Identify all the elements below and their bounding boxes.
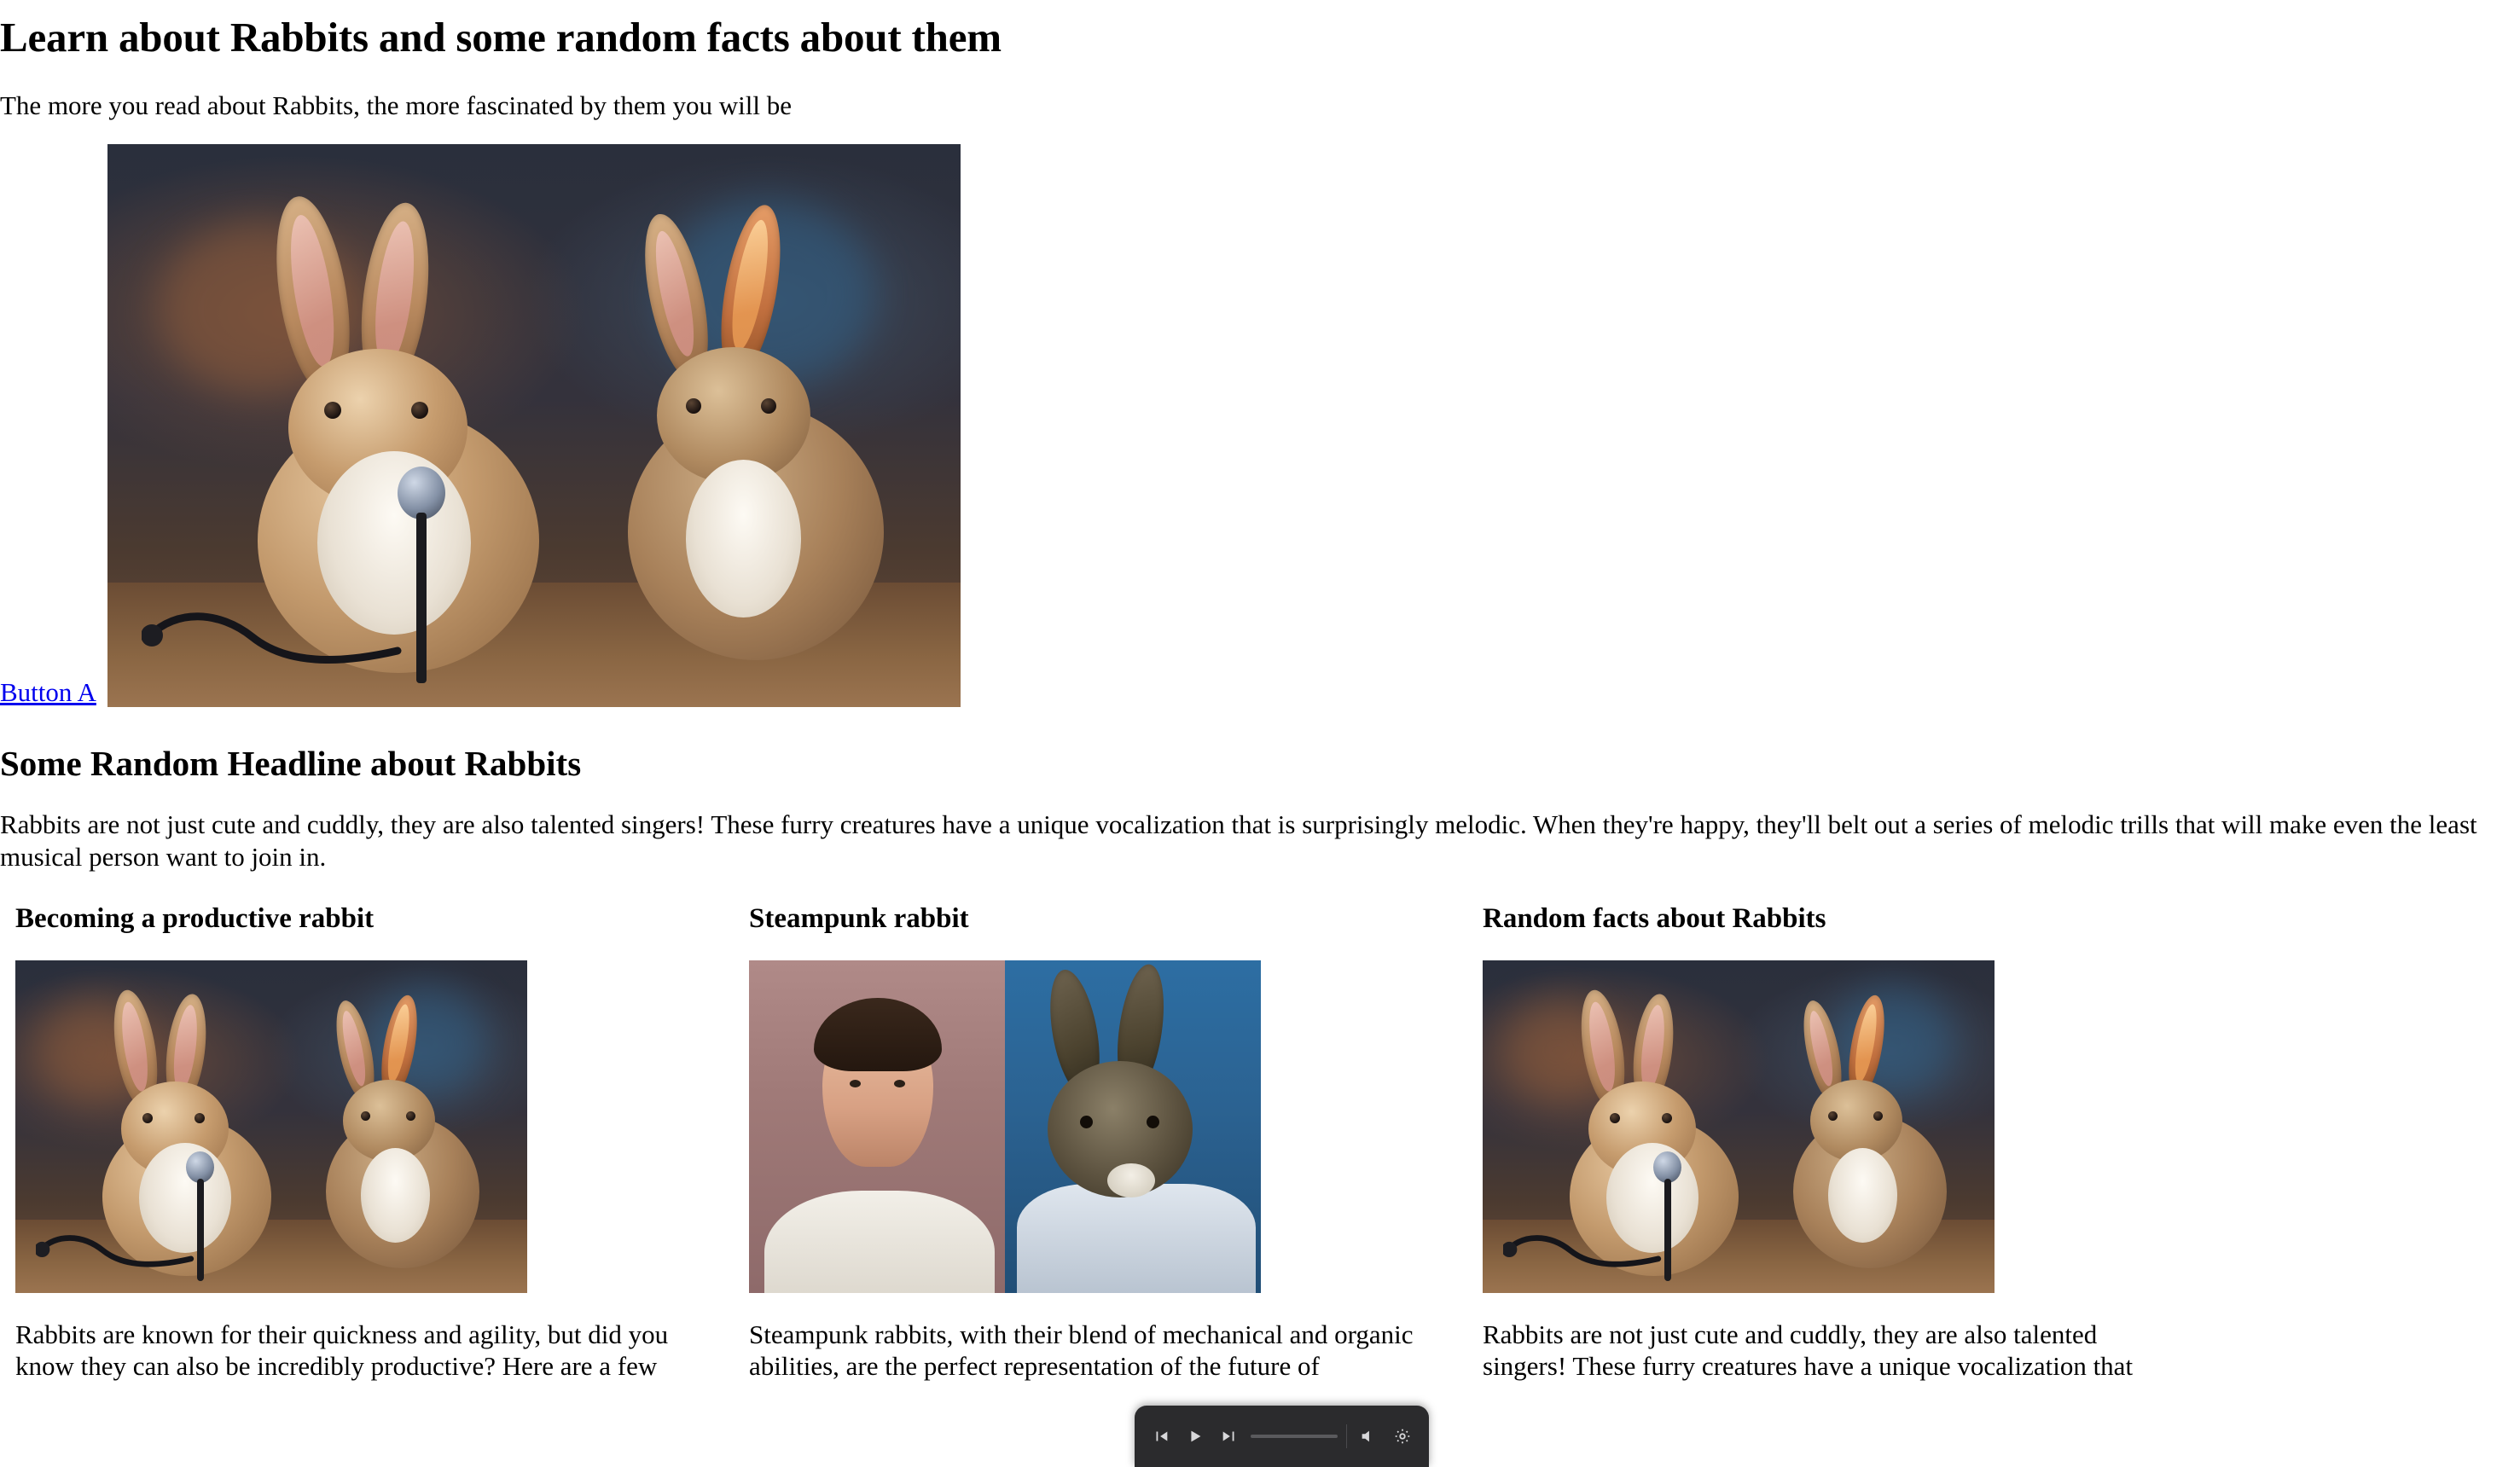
rabbit-eye-left (324, 402, 341, 419)
hero-image-block (0, 144, 2520, 707)
rabbit2-eye-left (686, 398, 701, 414)
microphone-cable (142, 601, 423, 678)
section-heading: Some Random Headline about Rabbits (0, 743, 582, 783)
card-body: Rabbits are known for their quickness and agility, but did you know they can also be incredibly productive? Here are a few (15, 1319, 669, 1382)
card1-rabbit-right (321, 994, 505, 1271)
rabbit2-eye-right (761, 398, 776, 414)
hero-rabbit-right (619, 204, 926, 664)
card2-man-shirt (764, 1191, 995, 1293)
card-random-facts (1483, 903, 2199, 1383)
previous-track-icon[interactable] (1148, 1424, 1174, 1449)
volume-icon[interactable] (1356, 1424, 1381, 1449)
media-controller[interactable] (1135, 1406, 1429, 1467)
play-icon[interactable] (1182, 1424, 1208, 1449)
section-body: Rabbits are not just cute and cuddly, they are also talented singers! These furry creatures have a unique vocalization that is surprisingly melodic. When they're happy, they'll belt out a series of melodic trills that will make even the least musical person want to join in. (0, 809, 2477, 872)
card-productive-rabbit (15, 903, 732, 1383)
card2-rabbit-muzzle (1107, 1163, 1155, 1197)
card2-rabbit-eye-right (1147, 1116, 1159, 1128)
microphone-head (398, 467, 445, 519)
card-heading: Becoming a productive rabbit (15, 903, 375, 935)
card3-microphone-cable (1503, 1228, 1674, 1276)
card2-man-eye-right (894, 1080, 905, 1087)
button-a-link[interactable]: Button A (0, 676, 96, 707)
next-track-icon[interactable] (1216, 1424, 1242, 1449)
card-steampunk-rabbit (749, 903, 1466, 1383)
card-body: Rabbits are not just cute and cuddly, they are also talented singers! These furry creatures have a unique vocalization that (1483, 1319, 2134, 1382)
card2-rabbit-suit (1017, 1184, 1256, 1293)
card2-rabbit-eye-left (1080, 1116, 1093, 1128)
media-progress-slider[interactable] (1251, 1435, 1338, 1438)
media-divider (1346, 1424, 1347, 1448)
hero-rabbits-image (107, 144, 961, 707)
intro-paragraph: The more you read about Rabbits, the more fascinated by them you will be (0, 90, 793, 121)
page-title: Learn about Rabbits and some random facts about them (0, 14, 1002, 61)
rabbit-eye-right (411, 402, 428, 419)
card2-man-eye-left (850, 1080, 861, 1087)
rabbit2-chest (686, 460, 801, 618)
card3-rabbit-right (1788, 994, 1972, 1271)
card-heading: Random facts about Rabbits (1483, 903, 1826, 935)
card-image-productive-rabbit (15, 960, 527, 1293)
cards-row (0, 903, 2520, 1383)
card-heading: Steampunk rabbit (749, 903, 969, 935)
card-image-steampunk-rabbit (749, 960, 1261, 1293)
settings-icon[interactable] (1390, 1424, 1415, 1449)
card1-microphone-cable (36, 1228, 206, 1276)
card-body: Steampunk rabbits, with their blend of mechanical and organic abilities, are the perfect representation of the future of (749, 1319, 1414, 1382)
card-image-random-facts (1483, 960, 1995, 1293)
